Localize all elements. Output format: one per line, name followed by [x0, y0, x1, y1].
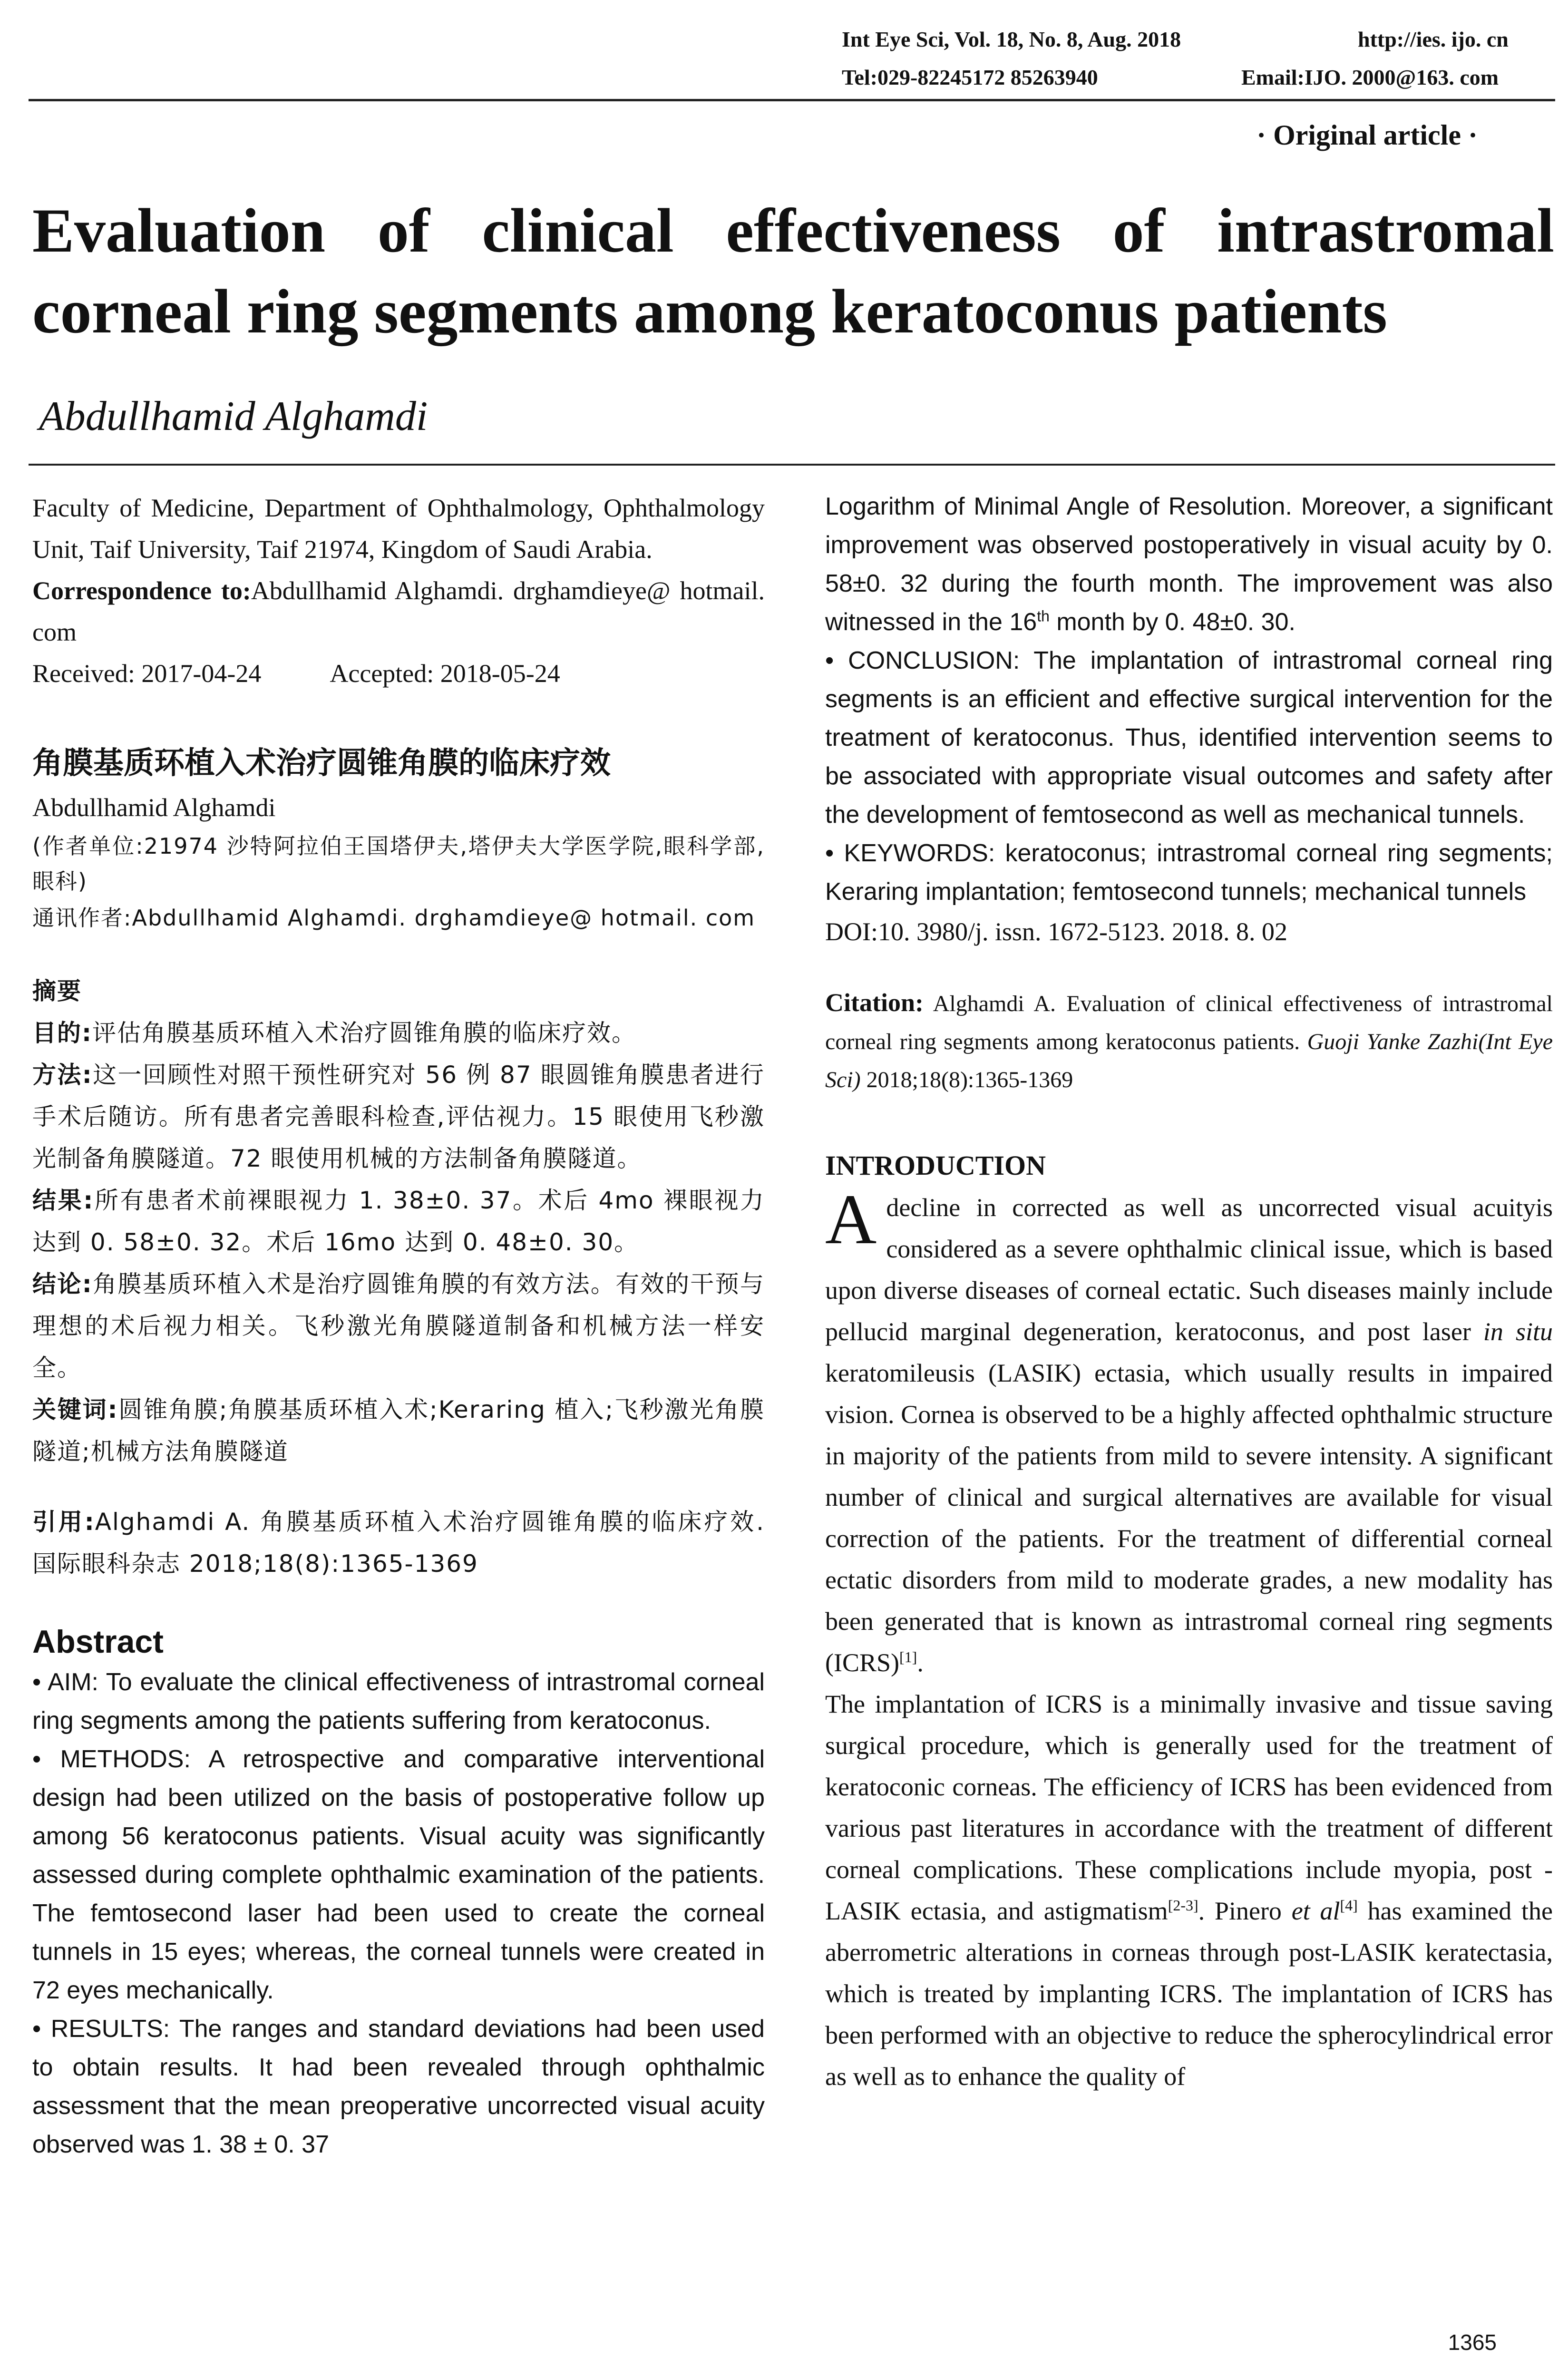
results-continued-tail: month by 0. 48±0. 30.: [1049, 608, 1295, 636]
chinese-citation-label: 引用:: [32, 1508, 95, 1536]
intro-p2-italic: et al: [1291, 1897, 1340, 1925]
chinese-results-label: 结果:: [32, 1187, 94, 1214]
chinese-author: Abdullhamid Alghamdi: [32, 793, 276, 822]
chinese-keywords-text: 圆锥角膜;角膜基质环植入术;Keraring 植入;飞秒激光角膜隧道;机械方法角膜隧道: [32, 1396, 765, 1465]
journal-line: Int Eye Sci, Vol. 18, No. 8, Aug. 2018: [842, 27, 1181, 51]
chinese-aim-label: 目的:: [32, 1019, 92, 1047]
journal-email: Email:IJO. 2000@163. com: [1241, 65, 1499, 89]
chinese-results: [32, 1179, 765, 1263]
intro-p2-a: The implantation of ICRS is a minimally invasive and tissue saving surgical procedure, which is generally used for the treatment of keratoconic corneas. The efficiency of ICRS has been evidenced from various past literatures in accordance with the treatment of different corneal complications. These complications include myopia, post - LASIK ectasia, and astigmatism: [825, 1690, 1553, 1925]
chinese-conclusion-text: 角膜基质环植入术是治疗圆锥角膜的有效方法。有效的干预与理想的术后视力相关。飞秒激光角膜隧道制备和机械方法一样安全。: [32, 1270, 765, 1382]
intro-p2-c: has examined the aberrometric alterations in corneas through post-LASIK keratectasia, which is treated by implanting ICRS. The implantation of ICRS has been performed with an objective to reduce the spherocylindrical error as well as to enhance the quality of: [825, 1897, 1553, 2091]
chinese-conclusion-label: 结论:: [32, 1270, 93, 1298]
abstract-results-continued: [825, 487, 1553, 642]
intro-p1-italic: in situ: [1483, 1317, 1553, 1346]
abstract-heading: Abstract: [32, 1624, 164, 1660]
chinese-abstract-heading: 摘要: [32, 977, 82, 1005]
correspondence-label: Correspondence to:: [32, 576, 251, 605]
page-number: 1365: [1448, 2330, 1497, 2355]
results-superscript: th: [1037, 607, 1050, 625]
abstract-keywords: [825, 834, 1553, 911]
chinese-keywords: [32, 1389, 765, 1472]
introduction-paragraph-2: [825, 1684, 1553, 2097]
intro-p1-a: decline in corrected as well as uncorrected visual acuityis considered as a severe ophthalmic clinical issue, which is based upon diverse diseases of corneal ectatic. Such diseases mainly include pellucid marginal degeneration, keratoconus, and post laser: [825, 1193, 1553, 1346]
left-column: [32, 487, 765, 2164]
citation-text: Alghamdi A. Evaluation of clinical effectiveness of intrastromal corneal ring segments among keratoconus patients.: [825, 991, 1553, 1054]
header-rule: [29, 99, 1555, 101]
journal-url: http://ies. ijo. cn: [1358, 27, 1509, 51]
title-rule: [29, 464, 1555, 466]
intro-p1-end: .: [917, 1648, 924, 1677]
abstract-aim-label: • AIM:: [32, 1668, 98, 1696]
intro-ref-1: [1]: [899, 1648, 917, 1666]
correspondence-text: Abdullhamid Alghamdi. drghamdieye@ hotmail. com: [32, 576, 765, 646]
abstract-conclusion-label: • CONCLUSION:: [825, 647, 1020, 674]
intro-ref-2: [2-3]: [1168, 1897, 1198, 1914]
intro-p2-b: . Pinero: [1198, 1897, 1282, 1925]
doi: DOI:10. 3980/j. issn. 1672-5123. 2018. 8. 02: [825, 917, 1287, 946]
chinese-citation: [32, 1501, 765, 1585]
chinese-citation-text: Alghamdi A. 角膜基质环植入术治疗圆锥角膜的临床疗效. 国际眼科杂志 2018;18(8):1365-1369: [32, 1508, 765, 1578]
introduction-heading: INTRODUCTION: [825, 1150, 1046, 1181]
chinese-aim-text: 评估角膜基质环植入术治疗圆锥角膜的临床疗效。: [92, 1019, 636, 1047]
chinese-methods-label: 方法:: [32, 1061, 93, 1089]
abstract-conclusion: [825, 642, 1553, 834]
chinese-title: 角膜基质环植入术治疗圆锥角膜的临床疗效: [32, 746, 611, 781]
intro-p1-b: keratomileusis (LASIK) ectasia, which usually results in impaired vision. Cornea is observed to be a highly affected ophthalmic structure in majority of the patients from mild to severe intensity. A significant number of clinical and surgical alternatives are available for visual correction of the patients. For the treatment of differential corneal ectatic disorders from mild to moderate grades, a new modality has been generated that is known as intrastromal corneal ring segments (ICRS): [825, 1359, 1553, 1677]
abstract-methods-text: A retrospective and comparative interventional design had been utilized on the basis of postoperative follow up among 56 keratoconus patients. Visual acuity was significantly assessed during complete ophthalmic examination of the patients. The femtosecond laser had been used to create the corneal tunnels in 15 eyes; whereas, the corneal tunnels were created in 72 eyes mechanically.: [32, 1745, 765, 2004]
chinese-methods-text: 这一回顾性对照干预性研究对 56 例 87 眼圆锥角膜患者进行手术后随访。所有患者完善眼科检查,评估视力。15 眼使用飞秒激光制备角膜隧道。72 眼使用机械的方法制备角膜隧道。: [32, 1061, 765, 1172]
citation-block: [825, 984, 1553, 1099]
affiliation: Faculty of Medicine, Department of Ophthalmology, Ophthalmology Unit, Taif University, Taif 21974, Kingdom of Saudi Arabia.: [32, 494, 765, 564]
article-author: Abdullhamid Alghamdi: [39, 393, 428, 439]
citation-label: Citation:: [825, 988, 924, 1017]
accepted-date: Accepted: 2018-05-24: [330, 659, 560, 688]
abstract-conclusion-text: The implantation of intrastromal corneal ring segments is an efficient and effective surgical intervention for the treatment of keratoconus. Thus, identified intervention seems to be associated with appropriate visual outcomes and safety after the development of femtosecond as well as mechanical tunnels.: [825, 647, 1553, 828]
chinese-aim: [32, 1012, 765, 1054]
chinese-keywords-label: 关键词:: [32, 1396, 118, 1423]
abstract-results: [32, 2010, 765, 2164]
dropcap: A: [825, 1180, 877, 1259]
chinese-conclusion: [32, 1263, 765, 1389]
journal-tel: Tel:029-82245172 85263940: [842, 65, 1098, 89]
right-column: [825, 487, 1553, 2097]
abstract-methods-label: • METHODS:: [32, 1745, 191, 1773]
abstract-keywords-label: • KEYWORDS:: [825, 839, 995, 867]
received-date: Received: 2017-04-24: [32, 659, 262, 688]
introduction-paragraph-1: [825, 1180, 1553, 1684]
dates: [32, 653, 765, 694]
abstract-aim-text: To evaluate the clinical effectiveness of intrastromal corneal ring segments among the patients suffering from keratoconus.: [32, 1668, 765, 1734]
correspondence: [32, 570, 765, 653]
citation-journal: Guoji Yanke Zazhi(Int Eye Sci): [825, 1029, 1553, 1092]
abstract-results-label: • RESULTS:: [32, 2015, 170, 2043]
article-type: · Original article ·: [1256, 119, 1478, 151]
abstract-results-text: The ranges and standard deviations had been used to obtain results. It had been revealed through ophthalmic assessment that the mean preoperative uncorrected visual acuity observed was 1. 38 ± 0. 37: [32, 2015, 765, 2158]
results-continued-text: Logarithm of Minimal Angle of Resolution. Moreover, a significant improvement was observed postoperatively in visual acuity by 0. 58±0. 32 during the fourth month. The improvement was also witnessed in the 16: [825, 493, 1553, 636]
abstract-aim: [32, 1663, 765, 1740]
abstract-methods: [32, 1740, 765, 2010]
intro-ref-3: [4]: [1340, 1897, 1358, 1914]
citation-tail: 2018;18(8):1365-1369: [866, 1067, 1073, 1092]
chinese-methods: [32, 1054, 765, 1179]
chinese-correspondence: 通讯作者:Abdullhamid Alghamdi. drghamdieye@ hotmail. com: [32, 905, 756, 931]
chinese-results-text: 所有患者术前裸眼视力 1. 38±0. 37。术后 4mo 裸眼视力达到 0. 58±0. 32。术后 16mo 达到 0. 48±0. 30。: [32, 1187, 765, 1256]
article-title: Evaluation of clinical effectiveness of intrastromal corneal ring segments among keratoconus patients: [32, 195, 1554, 346]
abstract-keywords-text: keratoconus; intrastromal corneal ring segments; Keraring implantation; femtosecond tunnels; mechanical tunnels: [825, 839, 1553, 906]
chinese-affiliation: (作者单位:21974 沙特阿拉伯王国塔伊夫,塔伊夫大学医学院,眼科学部,眼科): [32, 833, 765, 894]
